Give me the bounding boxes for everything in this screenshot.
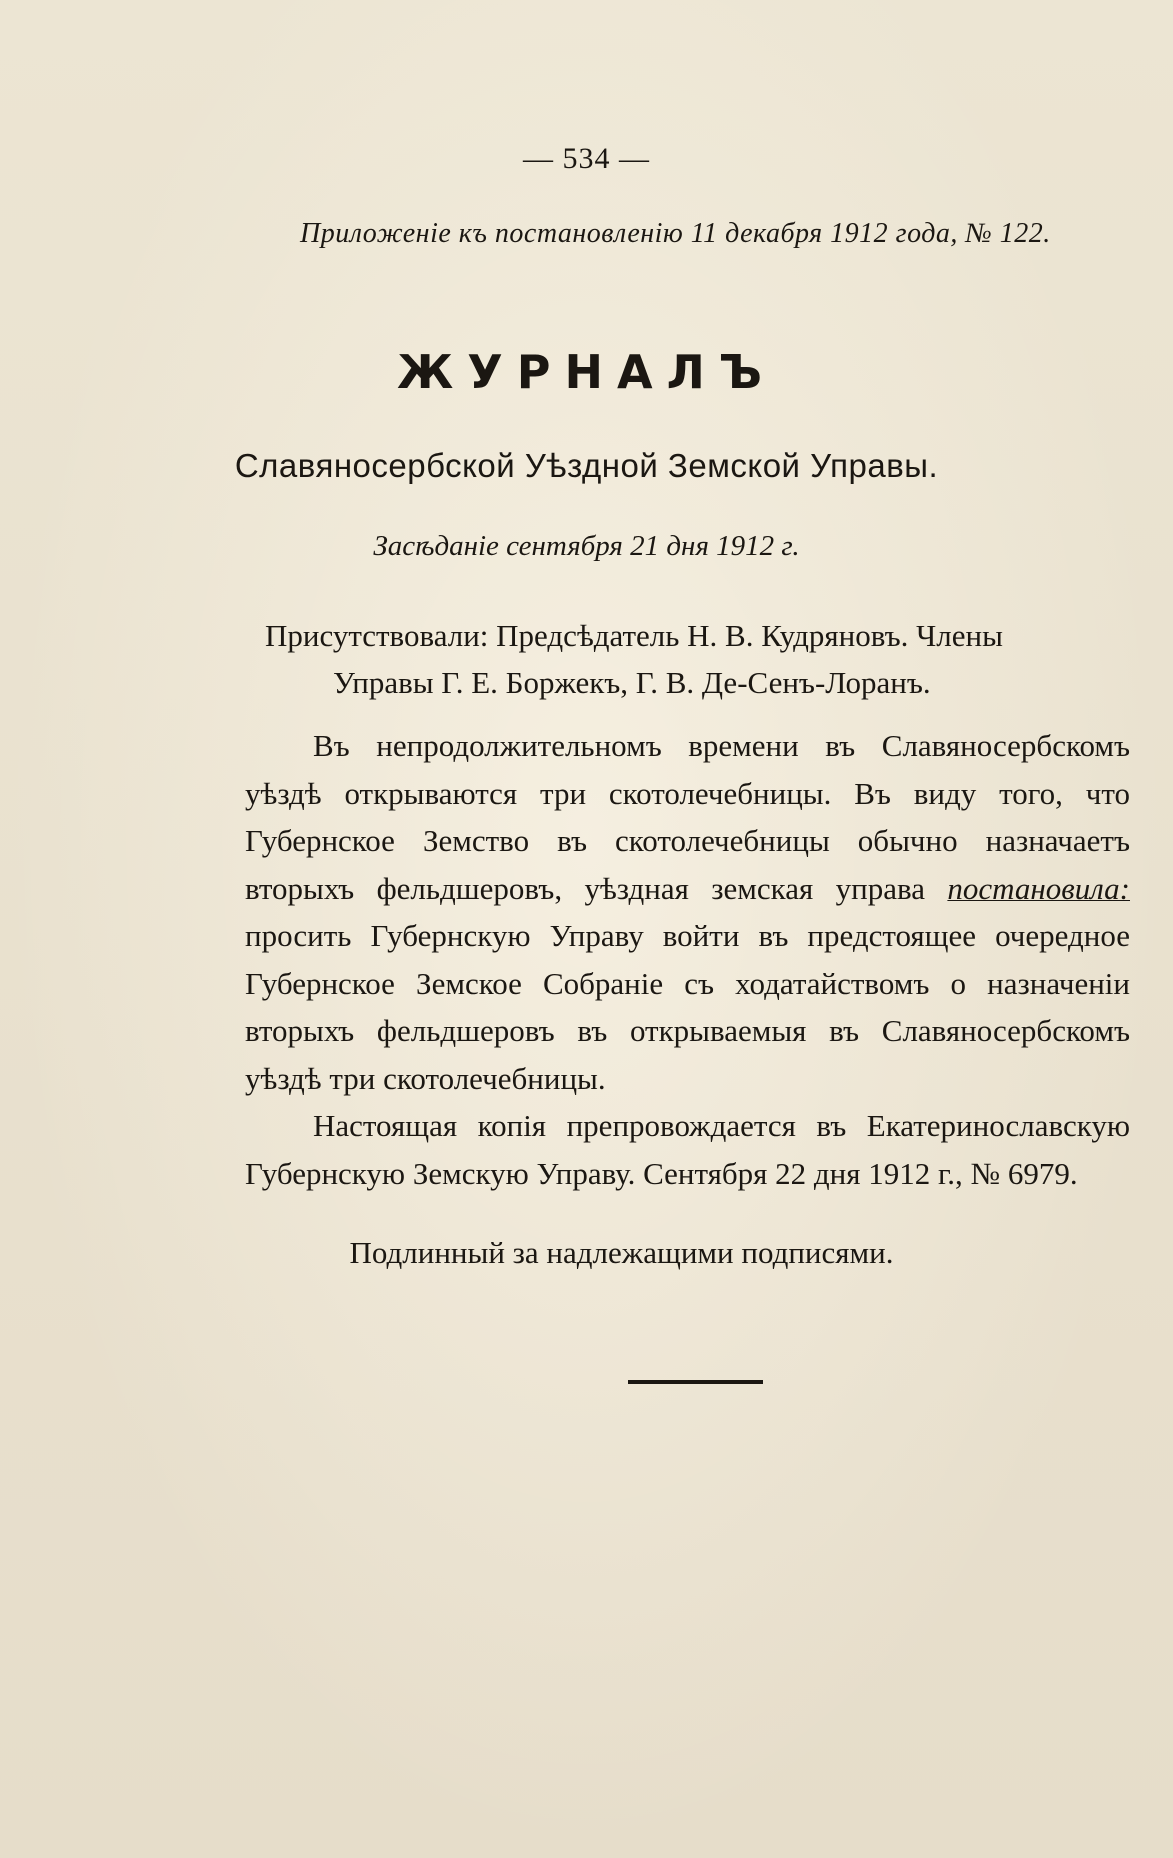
paragraph-resolution [245, 722, 1130, 1102]
session-date: Засѣданіе сентября 21 дня 1912 г. [373, 530, 800, 562]
attendees-line-1: Присутствовали: Предсѣдатель Н. В. Кудряновъ. Члены [265, 618, 1003, 653]
attendees-line-2: Управы Г. Е. Боржекъ, Г. В. Де-Сенъ-Лоранъ. [333, 665, 931, 700]
signatures-note: Подлинный за надлежащими подписями. [349, 1235, 894, 1270]
paragraph-copy-note: Настоящая копія препровождается въ Екатеринославскую Губернскую Земскую Управу. Сентября 22 дня 1912 г., № 6979. [245, 1108, 1130, 1191]
resolution-emphasis: постановила: [947, 870, 1130, 906]
document-subtitle: Славяносербской Уѣздной Земской Управы. [234, 447, 939, 484]
closing-rule [628, 1380, 763, 1384]
body-text [245, 722, 1130, 1197]
paragraph-resolution-before: Въ непродолжительномъ времени въ Славяносербскомъ уѣздѣ открываются три скотолечебницы. Въ виду того, что Губернское Земство въ скотолечебницы обычно назначаетъ вторыхъ фельдшеровъ, уѣздная земская управа [245, 728, 1130, 906]
attendees-block [265, 612, 1130, 706]
appendix-note: Приложеніе къ постановленію 11 декабря 1912 года, № 122. [300, 218, 1051, 249]
document-title: ЖУРНАЛЪ [396, 345, 776, 399]
page-number: — 534 — [523, 142, 650, 175]
paragraph-resolution-after: просить Губернскую Управу войти въ предстоящее очередное Губернское Земское Собраніе съ ходатайствомъ о назначеніи вторыхъ фельдшеровъ въ открываемыя въ Славяносербскомъ уѣздѣ три скотолечебницы. [245, 918, 1130, 1096]
